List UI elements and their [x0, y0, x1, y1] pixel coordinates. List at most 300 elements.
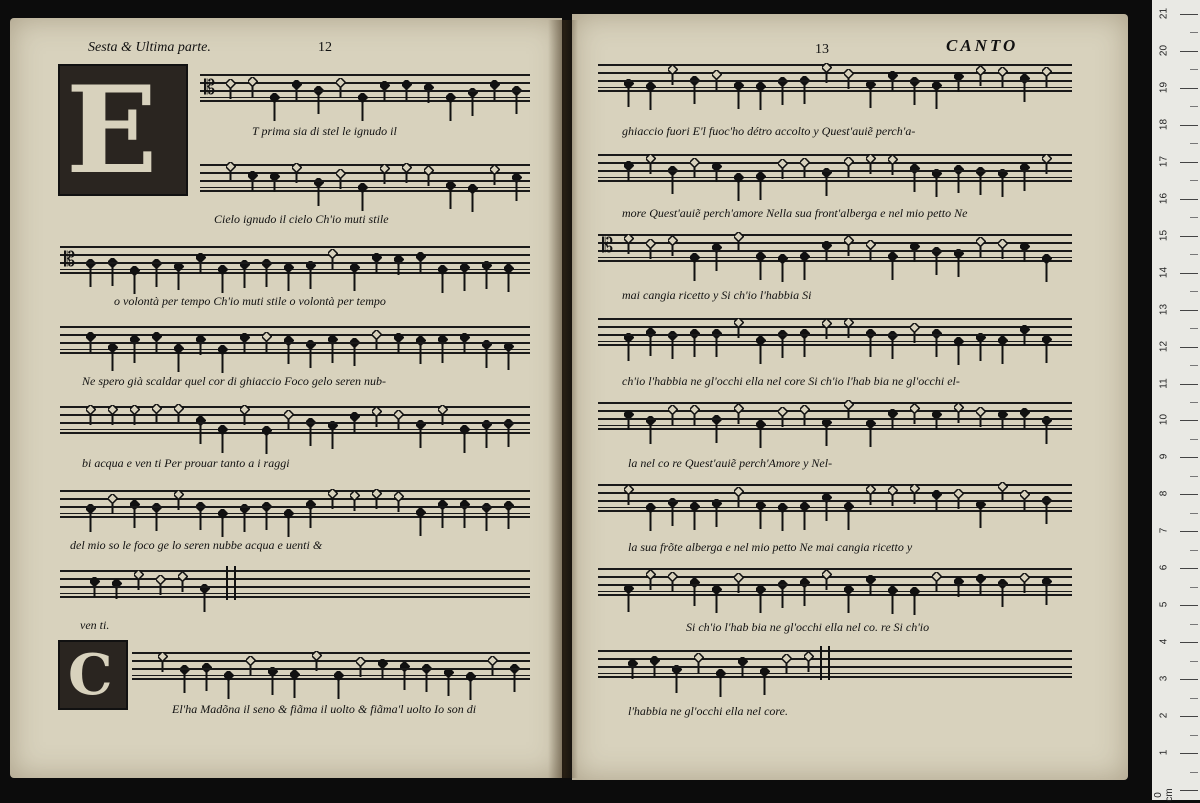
music-note — [954, 403, 964, 438]
music-note — [888, 252, 898, 287]
music-note — [650, 656, 660, 691]
music-note — [800, 578, 810, 613]
music-note — [306, 261, 316, 296]
music-note — [108, 494, 118, 529]
music-note — [240, 504, 250, 539]
clef-icon: 𝄡 — [602, 235, 614, 257]
music-note — [624, 79, 634, 114]
music-note — [888, 486, 898, 521]
music-note — [306, 418, 316, 453]
music-note — [690, 405, 700, 440]
lyric-left-7: ven ti. — [80, 618, 110, 632]
music-note — [998, 336, 1008, 371]
music-note — [174, 490, 184, 525]
ruler-label: 5 — [1158, 601, 1170, 608]
music-note — [756, 252, 766, 287]
music-note — [196, 416, 206, 451]
ruler-label: 10 — [1158, 414, 1170, 426]
music-note — [356, 657, 366, 692]
lyric-left-2: Cielo ignudo il cielo Ch'io muti stile — [214, 212, 389, 226]
music-note — [668, 236, 678, 271]
ruler-label: 16 — [1158, 192, 1170, 204]
ruler-minor-tick — [1190, 106, 1198, 107]
music-note — [734, 81, 744, 116]
music-note — [1042, 416, 1052, 451]
lyric-left-4: Ne spero già scaldar quel cor di ghiaccio Foco gelo seren nub- — [82, 374, 387, 388]
music-note — [200, 584, 210, 619]
music-note — [888, 71, 898, 106]
music-note — [778, 159, 788, 194]
music-note — [350, 263, 360, 298]
staff-right-6 — [598, 484, 1072, 512]
measuring-ruler — [1152, 0, 1200, 800]
music-note — [976, 500, 986, 535]
music-note — [954, 577, 964, 612]
music-note — [460, 263, 470, 298]
ruler-label: 1 — [1158, 749, 1170, 756]
music-note — [778, 407, 788, 442]
music-note — [108, 343, 118, 378]
music-note — [488, 656, 498, 691]
clef-icon: 𝄡 — [204, 77, 216, 99]
ruler-minor-tick — [1190, 476, 1198, 477]
music-note — [800, 158, 810, 193]
music-note — [512, 173, 522, 208]
lyric-left-6: del mio so le foco ge lo seren nubbe acqua e uenti & — [70, 538, 323, 552]
music-note — [866, 419, 876, 454]
music-note — [804, 652, 814, 687]
music-note — [910, 587, 920, 622]
music-note — [954, 72, 964, 107]
music-note — [690, 158, 700, 193]
music-note — [690, 76, 700, 111]
music-note — [668, 498, 678, 533]
music-note — [284, 410, 294, 445]
music-note — [438, 500, 448, 535]
music-note — [756, 82, 766, 117]
music-note — [504, 419, 514, 454]
music-note — [646, 154, 656, 189]
music-note — [482, 420, 492, 455]
staff-left-3 — [60, 246, 530, 274]
music-note — [402, 80, 412, 115]
music-note — [372, 407, 382, 442]
music-note — [822, 63, 832, 98]
ruler-tick — [1180, 310, 1198, 311]
music-note — [734, 318, 744, 353]
music-note — [312, 651, 322, 686]
staff-left-7 — [60, 570, 530, 598]
music-note — [624, 234, 634, 269]
music-note — [822, 418, 832, 453]
ruler-tick — [1180, 568, 1198, 569]
music-note — [86, 405, 96, 440]
music-note — [954, 337, 964, 372]
ruler-tick — [1180, 679, 1198, 680]
music-note — [178, 572, 188, 607]
music-note — [1020, 163, 1030, 198]
music-note — [510, 664, 520, 699]
ruler-label: 4 — [1158, 638, 1170, 645]
music-note — [712, 162, 722, 197]
music-note — [738, 657, 748, 692]
music-note — [712, 415, 722, 450]
ruler-tick — [1180, 420, 1198, 421]
ruler-tick — [1180, 384, 1198, 385]
music-note — [690, 329, 700, 364]
ruler-tick — [1180, 199, 1198, 200]
ruler-label: 14 — [1158, 266, 1170, 278]
music-note — [624, 161, 634, 196]
music-note — [306, 340, 316, 375]
ruler-minor-tick — [1190, 550, 1198, 551]
music-note — [416, 336, 426, 371]
lyric-right-7: Si ch'io l'hab bia ne gl'occhi ella nel co. re Si ch'io — [686, 620, 930, 634]
music-note — [756, 172, 766, 207]
music-note — [668, 405, 678, 440]
music-note — [910, 164, 920, 199]
music-note — [350, 412, 360, 447]
music-note — [822, 493, 832, 528]
ruler-label: 19 — [1158, 81, 1170, 93]
music-note — [416, 508, 426, 543]
music-note — [1042, 67, 1052, 102]
music-note — [624, 584, 634, 619]
music-note — [468, 88, 478, 123]
lyric-right-8: l'habbia ne gl'occhi ella nel core. — [628, 704, 788, 718]
music-note — [646, 239, 656, 274]
music-note — [416, 420, 426, 455]
music-note — [646, 328, 656, 363]
music-note — [130, 405, 140, 440]
music-note — [624, 333, 634, 368]
music-note — [778, 77, 788, 112]
music-note — [130, 500, 140, 535]
lyric-left-3: o volontà per tempo Ch'io muti stile o volontà per tempo — [114, 294, 386, 308]
music-note — [756, 420, 766, 455]
ruler-label: 20 — [1158, 44, 1170, 56]
music-note — [866, 240, 876, 275]
music-note — [1020, 573, 1030, 608]
ruler-label: 11 — [1158, 377, 1170, 389]
music-note — [130, 335, 140, 370]
music-note — [90, 577, 100, 612]
music-note — [306, 500, 316, 535]
music-note — [504, 501, 514, 536]
music-note — [262, 259, 272, 294]
music-note — [1020, 490, 1030, 525]
music-note — [424, 166, 434, 201]
music-note — [646, 416, 656, 451]
music-note — [910, 404, 920, 439]
music-note — [624, 485, 634, 520]
ruler-tick — [1180, 531, 1198, 532]
staff-left-8 — [132, 652, 530, 680]
music-note — [394, 333, 404, 368]
music-note — [270, 93, 280, 128]
music-note — [668, 166, 678, 201]
music-note — [932, 247, 942, 282]
music-note — [152, 404, 162, 439]
music-note — [932, 490, 942, 525]
staff-right-2 — [598, 154, 1072, 182]
music-note — [734, 173, 744, 208]
music-note — [240, 333, 250, 368]
music-note — [424, 83, 434, 118]
staff-left-6 — [60, 490, 530, 518]
music-note — [380, 81, 390, 116]
music-note — [760, 667, 770, 702]
music-note — [800, 502, 810, 537]
voice-part-label: CANTO — [946, 36, 1019, 55]
ruler-minor-tick — [1190, 698, 1198, 699]
ruler-label: 21 — [1158, 7, 1170, 20]
decorated-initial-c: C — [58, 640, 128, 710]
music-note — [284, 336, 294, 371]
music-note — [822, 168, 832, 203]
music-note — [196, 335, 206, 370]
music-note — [268, 667, 278, 702]
music-note — [246, 656, 256, 691]
music-note — [358, 93, 368, 128]
music-note — [86, 332, 96, 367]
music-note — [394, 492, 404, 527]
music-note — [822, 319, 832, 354]
music-note — [866, 575, 876, 610]
music-note — [778, 254, 788, 289]
music-note — [438, 265, 448, 300]
music-note — [504, 342, 514, 377]
music-note — [668, 65, 678, 100]
music-note — [1020, 325, 1030, 360]
staff-right-4 — [598, 318, 1072, 346]
ruler-tick — [1180, 236, 1198, 237]
ruler-tick — [1180, 347, 1198, 348]
music-note — [910, 484, 920, 519]
music-note — [1020, 74, 1030, 109]
staff-right-5 — [598, 402, 1072, 430]
music-note — [910, 323, 920, 358]
music-note — [910, 77, 920, 112]
music-note — [756, 501, 766, 536]
music-note — [328, 335, 338, 370]
music-note — [712, 585, 722, 620]
lyric-right-5: la nel co re Quest'auiẽ perch'Amore y Nel- — [628, 456, 833, 470]
music-note — [932, 81, 942, 116]
left-page-header: Sesta & Ultima parte. — [88, 40, 211, 55]
music-note — [378, 659, 388, 694]
music-note — [218, 425, 228, 460]
ruler-minor-tick — [1190, 365, 1198, 366]
music-note — [158, 652, 168, 687]
music-note — [844, 400, 854, 435]
music-note — [224, 671, 234, 706]
ruler-tick — [1180, 716, 1198, 717]
music-note — [446, 93, 456, 128]
ruler-minor-tick — [1190, 439, 1198, 440]
ruler-minor-tick — [1190, 328, 1198, 329]
music-note — [690, 578, 700, 613]
music-note — [1042, 496, 1052, 531]
music-note — [954, 489, 964, 524]
music-note — [1042, 254, 1052, 289]
music-note — [888, 331, 898, 366]
music-note — [446, 181, 456, 216]
music-note — [712, 70, 722, 105]
music-note — [844, 318, 854, 353]
left-page-number: 12 — [318, 40, 332, 55]
ruler-tick — [1180, 605, 1198, 606]
clef-icon: 𝄡 — [64, 249, 76, 271]
ruler-label: 6 — [1158, 565, 1170, 571]
ruler-minor-tick — [1190, 624, 1198, 625]
final-barline-left — [226, 566, 236, 600]
ruler-minor-tick — [1190, 735, 1198, 736]
music-note — [460, 500, 470, 535]
music-note — [910, 242, 920, 277]
music-note — [314, 86, 324, 121]
music-note — [372, 330, 382, 365]
music-note — [314, 178, 324, 213]
music-note — [646, 82, 656, 117]
music-note — [976, 167, 986, 202]
ruler-minor-tick — [1190, 69, 1198, 70]
music-note — [734, 232, 744, 267]
music-note — [444, 668, 454, 703]
music-note — [226, 162, 236, 197]
ruler-label: 12 — [1158, 340, 1170, 352]
music-note — [372, 253, 382, 288]
music-note — [998, 482, 1008, 517]
music-note — [292, 163, 302, 198]
music-note — [180, 665, 190, 700]
music-note — [800, 405, 810, 440]
music-note — [152, 332, 162, 367]
music-note — [394, 410, 404, 445]
music-note — [248, 171, 258, 206]
music-note — [866, 485, 876, 520]
ruler-label: 13 — [1158, 303, 1170, 315]
music-note — [800, 252, 810, 287]
music-note — [800, 329, 810, 364]
ruler-tick — [1180, 642, 1198, 643]
music-note — [482, 503, 492, 538]
music-note — [156, 575, 166, 610]
music-note — [196, 253, 206, 288]
music-note — [628, 659, 638, 694]
music-note — [932, 329, 942, 364]
music-note — [336, 78, 346, 113]
music-note — [152, 503, 162, 538]
music-note — [800, 76, 810, 111]
staff-right-8 — [598, 650, 1072, 678]
music-note — [372, 489, 382, 524]
music-note — [328, 489, 338, 524]
ruler-label: 0 cm — [1153, 788, 1175, 802]
music-note — [350, 491, 360, 526]
music-note — [290, 670, 300, 705]
ruler-tick — [1180, 162, 1198, 163]
music-note — [334, 671, 344, 706]
music-note — [1042, 335, 1052, 370]
music-note — [716, 669, 726, 704]
decorated-initial-e: E — [58, 64, 188, 196]
ruler-minor-tick — [1190, 661, 1198, 662]
music-note — [196, 502, 206, 537]
music-note — [624, 410, 634, 445]
staff-right-1 — [598, 64, 1072, 92]
music-note — [734, 487, 744, 522]
music-note — [438, 405, 448, 440]
music-note — [482, 261, 492, 296]
ruler-tick — [1180, 125, 1198, 126]
music-note — [712, 329, 722, 364]
music-note — [778, 580, 788, 615]
music-note — [932, 410, 942, 445]
music-note — [512, 86, 522, 121]
music-note — [646, 570, 656, 605]
ruler-label: 3 — [1158, 675, 1170, 682]
music-note — [844, 69, 854, 104]
ruler-tick — [1180, 51, 1198, 52]
music-note — [422, 664, 432, 699]
music-note — [976, 237, 986, 272]
music-note — [976, 66, 986, 101]
ruler-label: 15 — [1158, 229, 1170, 241]
music-note — [460, 333, 470, 368]
lyric-left-1: T prima sia di stel le ignudo il — [252, 124, 397, 138]
ruler-minor-tick — [1190, 254, 1198, 255]
final-barline-right — [820, 646, 830, 680]
ruler-tick — [1180, 273, 1198, 274]
music-note — [954, 165, 964, 200]
staff-left-1 — [200, 74, 530, 102]
ruler-tick — [1180, 494, 1198, 495]
ruler-minor-tick — [1190, 772, 1198, 773]
ruler-minor-tick — [1190, 587, 1198, 588]
music-note — [490, 80, 500, 115]
music-note — [756, 336, 766, 371]
ruler-minor-tick — [1190, 217, 1198, 218]
music-note — [888, 409, 898, 444]
music-note — [328, 421, 338, 456]
music-note — [866, 80, 876, 115]
music-note — [402, 163, 412, 198]
right-page-number: 13 — [815, 42, 829, 57]
ruler-minor-tick — [1190, 32, 1198, 33]
music-note — [226, 79, 236, 114]
music-note — [712, 243, 722, 278]
ruler-label: 2 — [1158, 712, 1170, 719]
music-note — [202, 663, 212, 698]
lyric-right-4: ch'io l'habbia ne gl'occhi ella nel core Si ch'io l'hab bia ne gl'occhi el- — [622, 374, 960, 388]
ruler-tick — [1180, 753, 1198, 754]
staff-right-3 — [598, 234, 1072, 262]
lyric-right-2: more Quest'auiẽ perch'amore Nella sua front'alberga e nel mio petto Ne — [622, 206, 968, 220]
ruler-label: 9 — [1158, 454, 1170, 460]
music-note — [976, 574, 986, 609]
music-note — [690, 502, 700, 537]
ruler-tick — [1180, 14, 1198, 15]
music-note — [328, 249, 338, 284]
music-note — [998, 169, 1008, 204]
music-note — [134, 570, 144, 605]
ruler-minor-tick — [1190, 180, 1198, 181]
music-note — [888, 586, 898, 621]
ruler-minor-tick — [1190, 291, 1198, 292]
ruler-label: 7 — [1158, 528, 1170, 534]
music-note — [468, 184, 478, 219]
